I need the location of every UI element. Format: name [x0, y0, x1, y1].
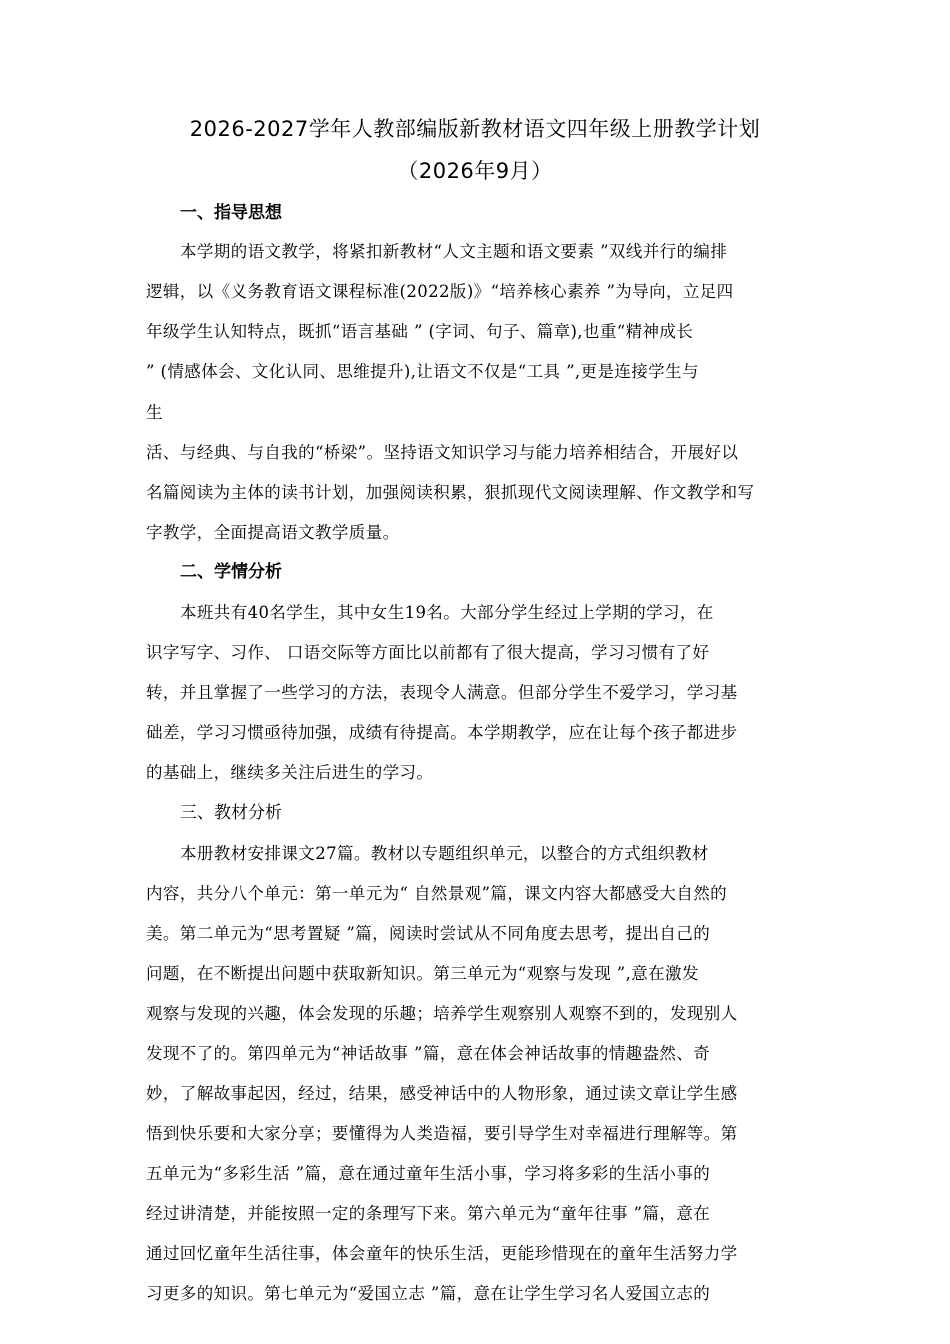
paragraph-line: 问题，在不断提出问题中获取新知识。第三单元为“观察与发现 ”,意在激发 — [146, 964, 699, 983]
paragraph-line: 通过回忆童年生活往事，体会童年的快乐生活，更能珍惜现在的童年生活努力学 — [146, 1244, 738, 1263]
paragraph-line: 转，并且掌握了一些学习的方法，表现令人满意。但部分学生不爱学习，学习基 — [146, 683, 738, 702]
paragraph-line: 名篇阅读为主体的读书计划，加强阅读积累，狠抓现代文阅读理解、作文教学和写 — [146, 483, 755, 502]
paragraph-line: 生 — [146, 403, 163, 422]
document-title: 2026-2027学年人教部编版新教材语文四年级上册教学计划 — [189, 117, 761, 141]
paragraph-line: 本册教材安排课文27篇。教材以专题组织单元，以整合的方式组织教材 — [180, 844, 709, 863]
document-date: （2026年9月） — [397, 159, 553, 183]
paragraph-line: 础差，学习习惯亟待加强，成绩有待提高。本学期教学，应在让每个孩子都进步 — [146, 723, 738, 742]
paragraph-line: 内容，共分八个单元：第一单元为“ 自然景观”篇，课文内容大都感受大自然的 — [146, 884, 728, 903]
paragraph-line: 活、与经典、与自我的“桥梁”。坚持语文知识学习与能力培养相结合，开展好以 — [146, 443, 739, 462]
paragraph-line: 字教学，全面提高语文教学质量。 — [146, 523, 400, 542]
paragraph-line: 悟到快乐要和大家分享；要懂得为人类造福，要引导学生对幸福进行理解等。第 — [146, 1124, 738, 1143]
paragraph-line: 年级学生认知特点，既抓“语言基础 ” (字词、句子、篇章),也重“精神成长 — [146, 322, 694, 341]
paragraph-line: 五单元为“多彩生活 ”篇，意在通过童年生活小事，学习将多彩的生活小事的 — [146, 1164, 711, 1183]
paragraph-line: 观察与发现的兴趣，体会发现的乐趣；培养学生观察别人观察不到的，发现别人 — [146, 1004, 738, 1023]
section-heading-textbook-analysis: 三、教材分析 — [180, 803, 282, 823]
paragraph-line: 发现不了的。第四单元为“神话故事 ”篇，意在体会神话故事的情趣盎然、奇 — [146, 1044, 711, 1063]
paragraph-line: 的基础上，继续多关注后进生的学习。 — [146, 763, 434, 782]
paragraph-line: 习更多的知识。第七单元为“爱国立志 ”篇，意在让学生学习名人爱国立志的 — [146, 1284, 711, 1303]
paragraph-line: 本学期的语文教学，将紧扣新教材“人文主题和语文要素 ”双线并行的编排 — [180, 242, 728, 261]
paragraph-line: 妙，了解故事起因，经过，结果，感受神话中的人物形象，通过读文章让学生感 — [146, 1084, 738, 1103]
paragraph-line: 逻辑，以《义务教育语文课程标准(2022版)》“培养核心素养 ”为导向，立足四 — [146, 282, 734, 301]
paragraph-line: ” (情感体会、文化认同、思维提升),让语文不仅是“工具 ”,更是连接学生与 — [146, 362, 699, 381]
section-heading-guiding-ideology: 一、指导思想 — [180, 203, 282, 223]
section-heading-student-analysis: 二、学情分析 — [180, 562, 282, 582]
paragraph-line: 本班共有40名学生，其中女生19名。大部分学生经过上学期的学习，在 — [180, 603, 714, 622]
paragraph-line: 经过讲清楚，并能按照一定的条理写下来。第六单元为“童年往事 ”篇，意在 — [146, 1204, 711, 1223]
paragraph-line: 美。第二单元为“思考置疑 ”篇，阅读时尝试从不同角度去思考，提出自己的 — [146, 924, 711, 943]
paragraph-line: 识字写字、习作、 口语交际等方面比以前都有了很大提高，学习习惯有了好 — [146, 643, 710, 662]
